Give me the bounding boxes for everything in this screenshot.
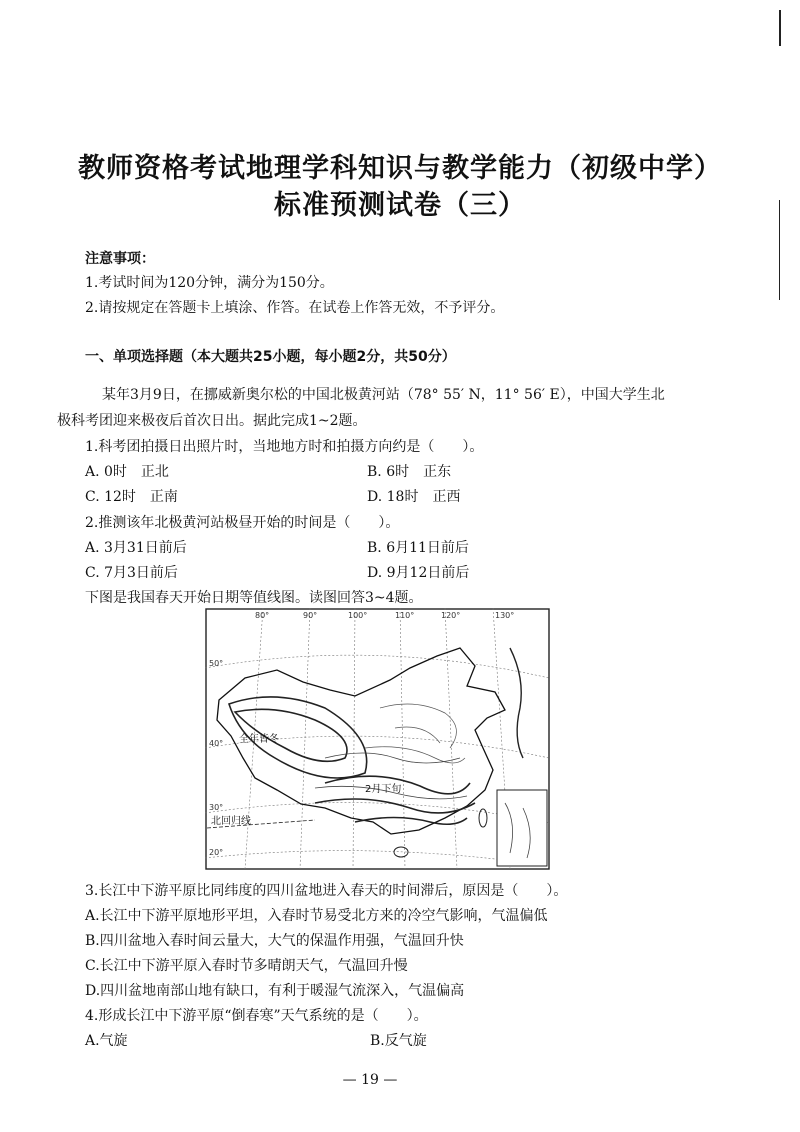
question-stem: 2.推测该年北极黄河站极昼开始的时间是（ ）。 <box>85 515 400 531</box>
option-c: C. 7月3日前后 <box>85 565 178 581</box>
option-b: B. 6时 正东 <box>367 464 452 480</box>
option-d: D. 18时 正西 <box>367 489 461 505</box>
page-subtitle: 标准预测试卷（三） <box>274 190 526 221</box>
option-c: C. 12时 正南 <box>85 489 178 505</box>
page-number: — 19 — <box>342 1072 398 1088</box>
notice-heading: 注意事项： <box>85 251 155 267</box>
option-b: B.四川盆地入春时间云量大，大气的保温作用强，气温回升快 <box>85 933 464 949</box>
option-b: B. 6月11日前后 <box>367 540 469 556</box>
option-a: A. 0时 正北 <box>85 464 169 480</box>
south-china-sea-inset <box>497 790 547 866</box>
option-a: A. 3月31日前后 <box>85 540 187 556</box>
lon-label: 110° <box>395 611 415 620</box>
option-d: D.四川盆地南部山地有缺口，有利于暖湿气流深入，气温偏高 <box>85 983 465 999</box>
scan-edge-mark <box>779 10 781 46</box>
lon-label: 100° <box>348 611 368 620</box>
question-stem: 1.科考团拍摄日出照片时，当地地方时和拍摄方向约是（ ）。 <box>85 439 484 455</box>
map-intro: 下图是我国春天开始日期等值线图。读图回答3~4题。 <box>85 590 423 606</box>
lat-label: 50° <box>209 659 224 668</box>
option-a: A.气旋 <box>85 1033 128 1049</box>
page-title: 教师资格考试地理学科知识与教学能力（初级中学） <box>78 153 722 184</box>
notice-item: 1.考试时间为120分钟，满分为150分。 <box>85 275 334 291</box>
lon-label: 120° <box>441 611 461 620</box>
lon-label: 80° <box>255 611 270 620</box>
notice-item: 2.请按规定在答题卡上填涂、作答。在试卷上作答无效，不予评分。 <box>85 300 505 316</box>
lat-label: 40° <box>209 739 224 748</box>
label-winter: 全年皆冬 <box>239 734 279 745</box>
spring-onset-isoline-map <box>205 608 550 870</box>
lat-label: 30° <box>209 803 224 812</box>
passage-text: 极科考团迎来极夜后首次日出。据此完成1~2题。 <box>57 413 367 429</box>
question-stem: 3.长江中下游平原比同纬度的四川盆地进入春天的时间滞后，原因是（ ）。 <box>85 883 568 899</box>
option-b: B.反气旋 <box>370 1033 427 1049</box>
question-stem: 4.形成长江中下游平原“倒春寒”天气系统的是（ ）。 <box>85 1008 428 1024</box>
label-tropic: 北回归线 <box>211 816 251 827</box>
option-a: A.长江中下游平原地形平坦，入春时节易受北方来的冷空气影响，气温偏低 <box>85 908 548 924</box>
option-c: C.长江中下游平原入春时节多晴朗天气，气温回升慢 <box>85 958 408 974</box>
lon-label: 130° <box>495 611 515 620</box>
section-heading: 一、单项选择题（本大题共25小题，每小题2分，共50分） <box>85 349 456 365</box>
option-d: D. 9月12日前后 <box>367 565 470 581</box>
passage-text: 某年3月9日，在挪威新奥尔松的中国北极黄河站（78° 55′ N，11° 56′ E），中国大学生北 <box>102 387 665 403</box>
label-feb: 2月下旬 <box>365 784 402 795</box>
lat-label: 20° <box>209 848 224 857</box>
lon-label: 90° <box>303 611 318 620</box>
